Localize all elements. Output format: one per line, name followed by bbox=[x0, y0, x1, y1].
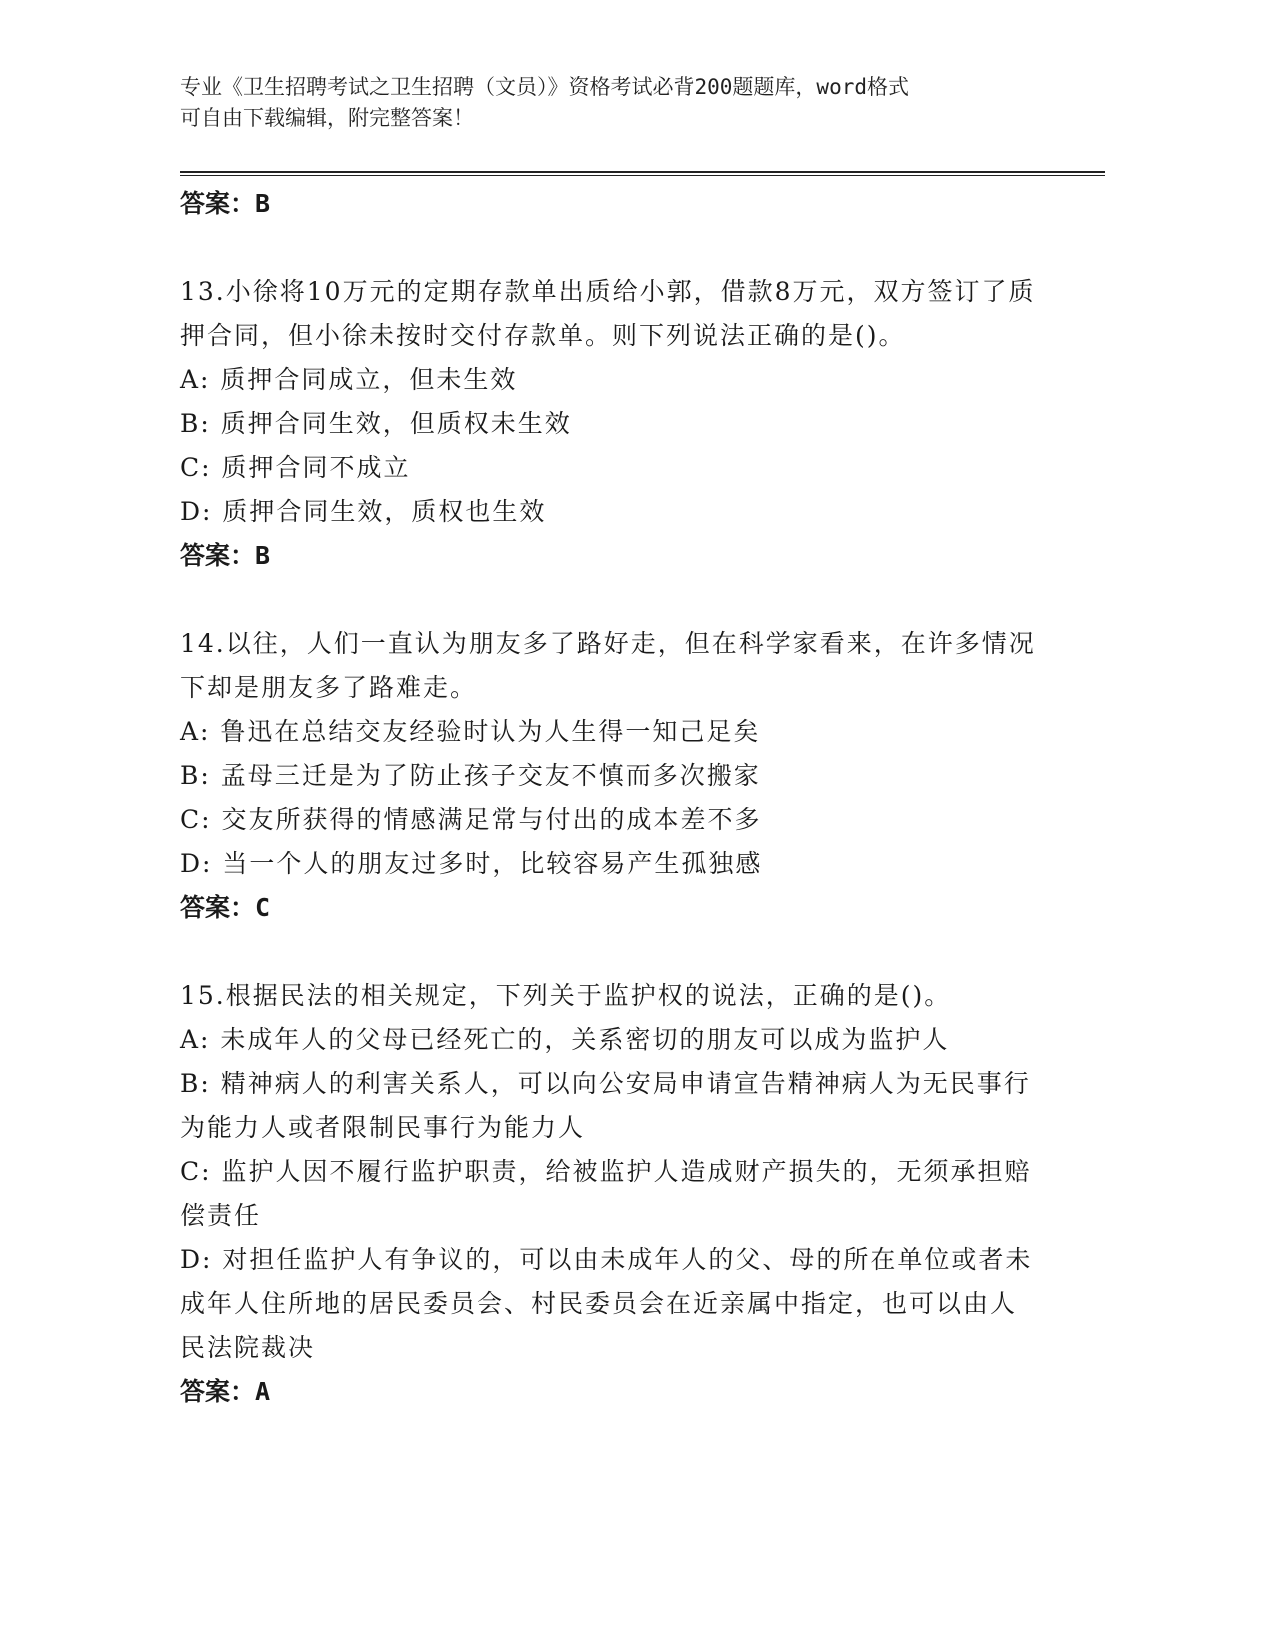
option-b: B: 质押合同生效，但质权未生效 bbox=[180, 409, 572, 438]
option-d: D: 对担任监护人有争议的，可以由未成年人的父、母的所在单位或者未成年人住所地的居民委员会、村民委员会在近亲属中指定，也可以由人民法院裁决 bbox=[180, 1245, 1033, 1362]
answer-line: 答案：B bbox=[180, 541, 271, 570]
header-line-1: 专业《卫生招聘考试之卫生招聘（文员）》资格考试必背200题题库，word格式 bbox=[180, 75, 909, 99]
option-d: D: 质押合同生效，质权也生效 bbox=[180, 497, 547, 526]
document-body bbox=[180, 182, 1040, 1414]
question-text: 13.小徐将10万元的定期存款单出质给小郭，借款8万元，双方签订了质押合同，但小徐未按时交付存款单。则下列说法正确的是()。 bbox=[180, 277, 1036, 350]
header-rule-thin bbox=[180, 175, 1105, 176]
question-15 bbox=[180, 974, 1040, 1414]
question-text: 15.根据民法的相关规定，下列关于监护权的说法，正确的是()。 bbox=[180, 981, 952, 1010]
option-b: B: 孟母三迁是为了防止孩子交友不慎而多次搬家 bbox=[180, 761, 761, 790]
option-a: A: 鲁迅在总结交友经验时认为人生得一知己足矣 bbox=[180, 717, 761, 746]
answer-line: 答案：A bbox=[180, 1377, 271, 1406]
option-c: C: 质押合同不成立 bbox=[180, 453, 411, 482]
option-d: D: 当一个人的朋友过多时，比较容易产生孤独感 bbox=[180, 849, 763, 878]
option-b: B: 精神病人的利害关系人，可以向公安局申请宣告精神病人为无民事行为能力人或者限制民事行为能力人 bbox=[180, 1069, 1031, 1142]
option-c: C: 监护人因不履行监护职责，给被监护人造成财产损失的，无须承担赔偿责任 bbox=[180, 1157, 1032, 1230]
question-13 bbox=[180, 270, 1040, 578]
header-rule-thick bbox=[180, 171, 1105, 173]
option-c: C: 交友所获得的情感满足常与付出的成本差不多 bbox=[180, 805, 762, 834]
page-header bbox=[180, 72, 1040, 134]
header-line-2: 可自由下载编辑，附完整答案！ bbox=[180, 106, 474, 130]
question-14 bbox=[180, 622, 1040, 930]
answer-line: 答案：C bbox=[180, 893, 271, 922]
answer-line: 答案：B bbox=[180, 189, 271, 218]
question-text: 14.以往，人们一直认为朋友多了路好走，但在科学家看来，在许多情况下却是朋友多了路难走。 bbox=[180, 629, 1036, 702]
option-a: A: 质押合同成立，但未生效 bbox=[180, 365, 518, 394]
option-a: A: 未成年人的父母已经死亡的，关系密切的朋友可以成为监护人 bbox=[180, 1025, 950, 1054]
